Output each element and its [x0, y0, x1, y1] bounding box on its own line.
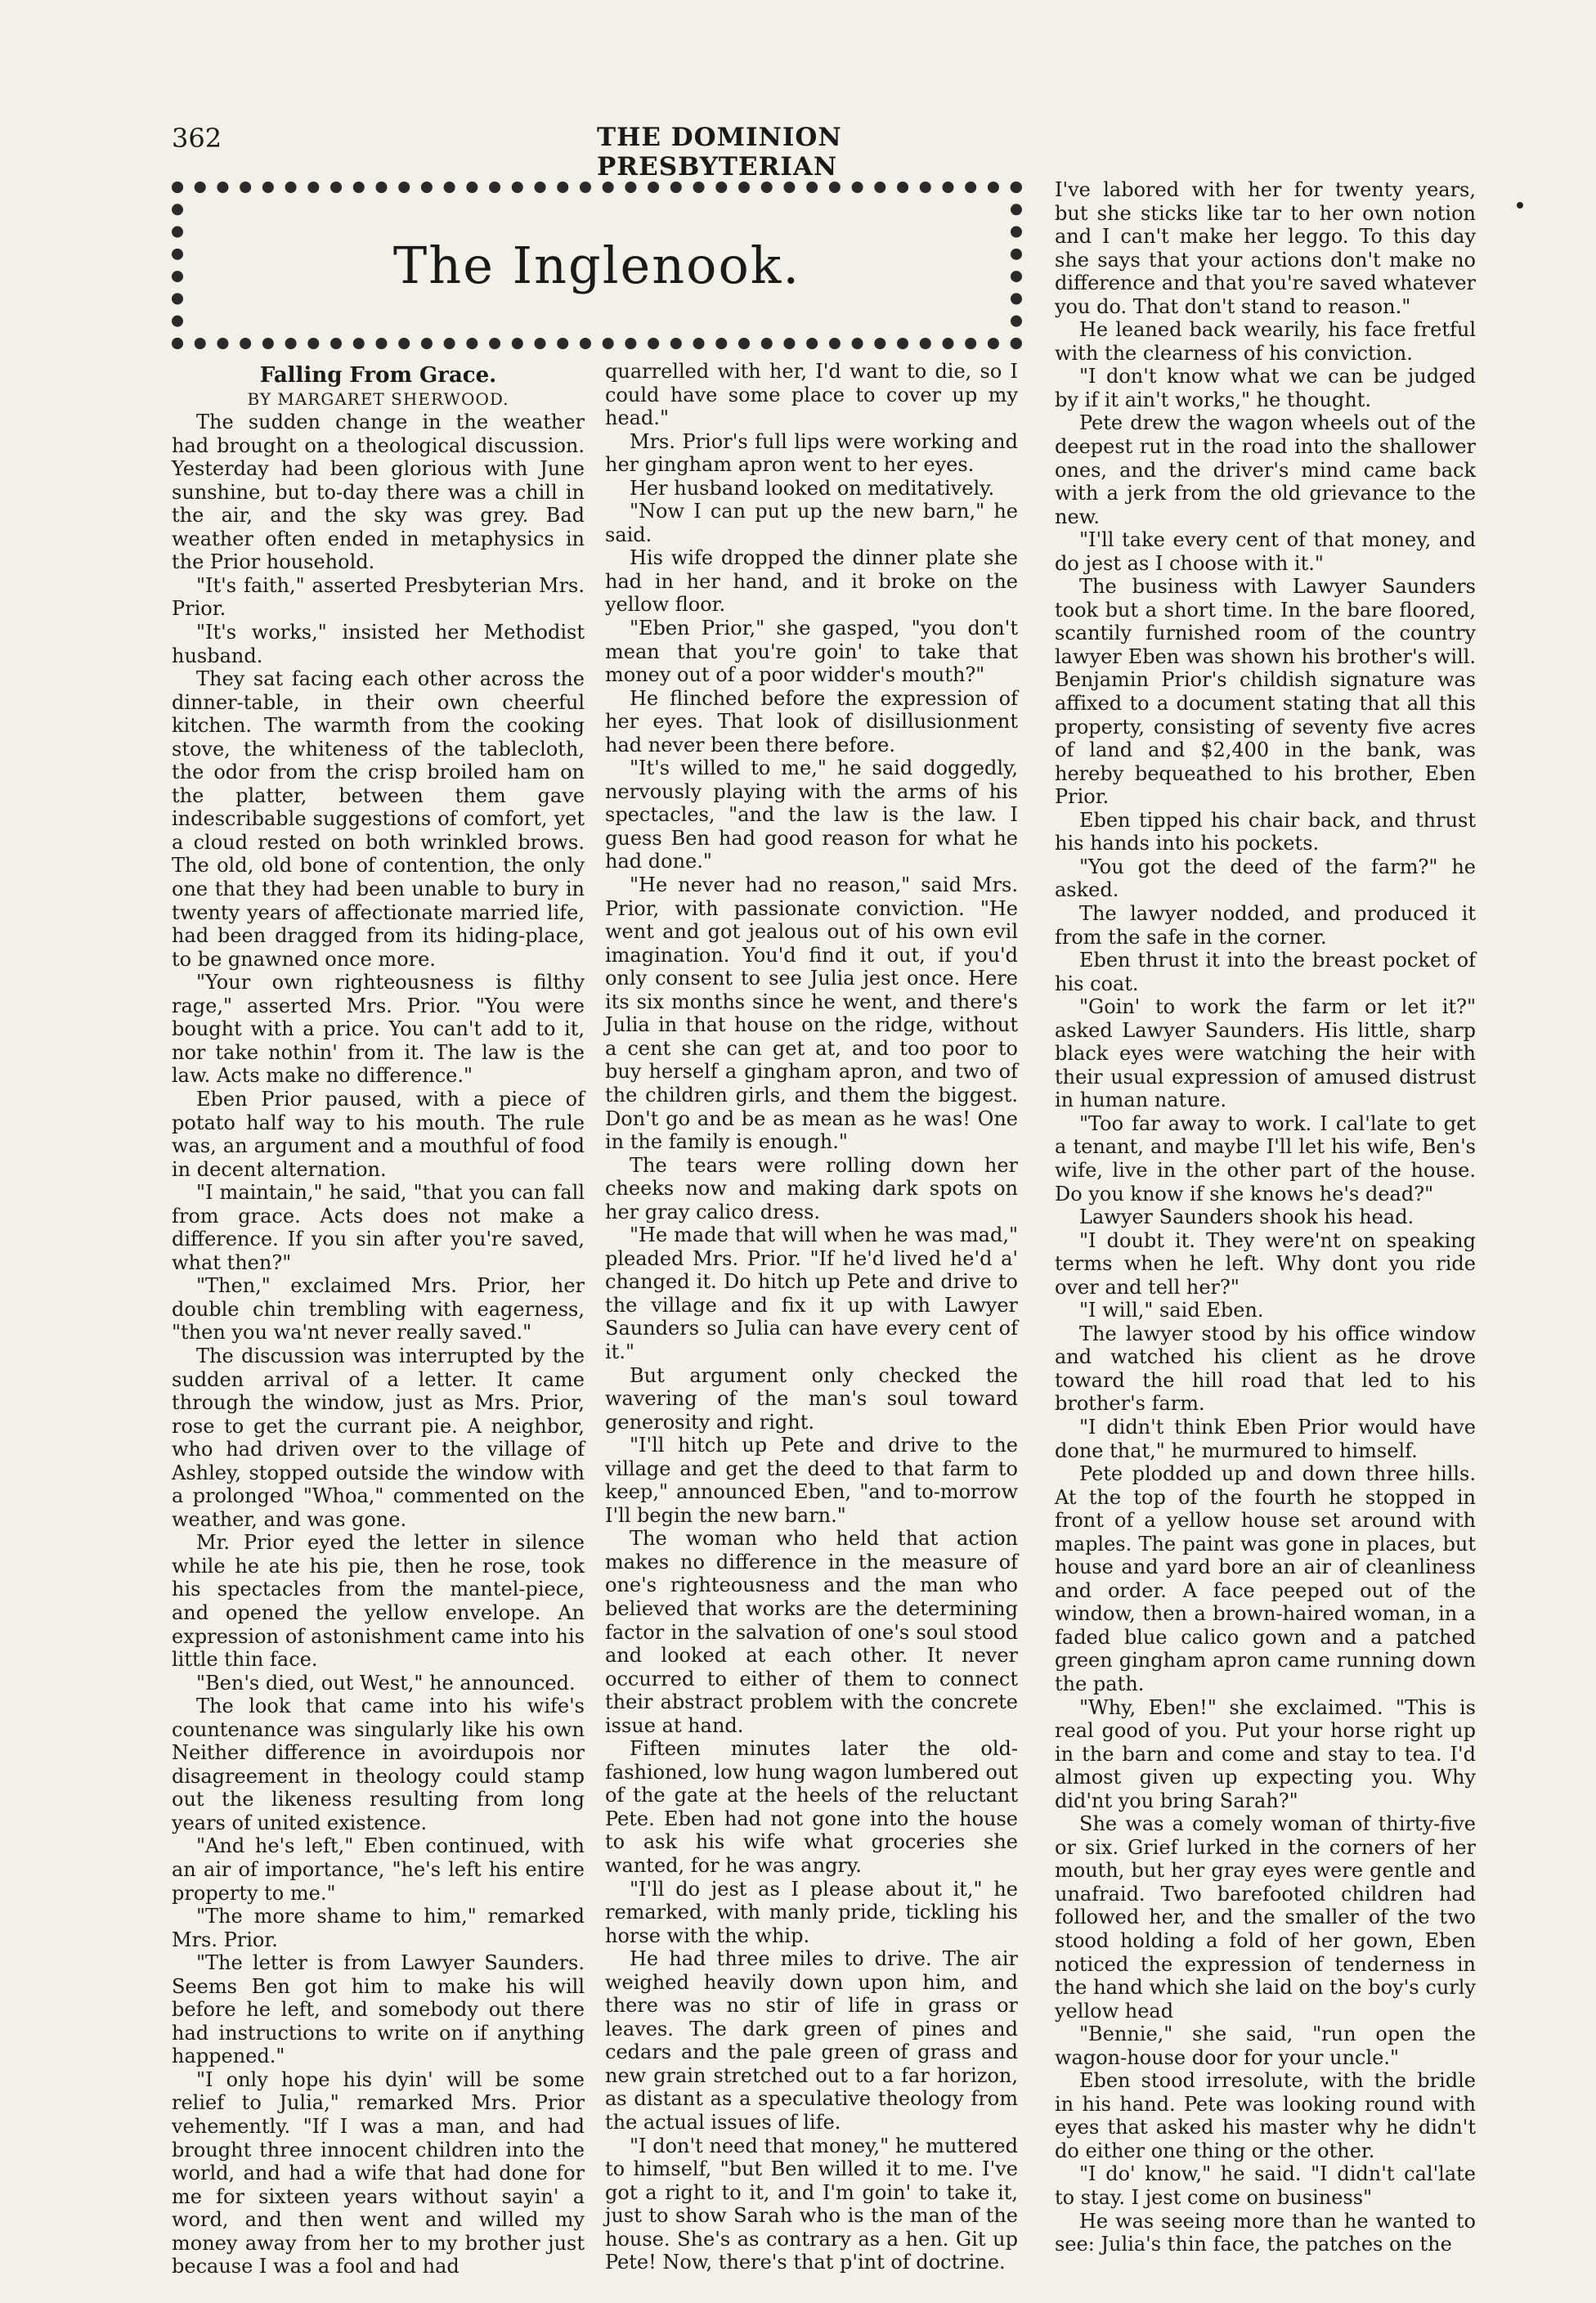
paragraph: Eben tipped his chair back, and thrust his hands into his pockets.	[1055, 808, 1476, 855]
paragraph: Eben Prior paused, with a piece of potato half way to his mouth. The rule was, an argument and a mouthful of food in decent alternation.	[172, 1087, 585, 1181]
paragraph: "I only hope his dyin' will be some relief to Julia," remarked Mrs. Prior vehemently. "If I was a man, and had brought three innocent children into the world, and had a wife that had done for me for sixteen years without sayin' a word, and then went and willed my money away from her to my brother just because I was a fool and had	[172, 2067, 585, 2278]
margin-mark	[1517, 202, 1523, 209]
paragraph: "Goin' to work the farm or let it?" asked Lawyer Saunders. His little, sharp black eyes were watching the heir with their usual expression of amused distrust in human nature.	[1055, 995, 1476, 1112]
paragraph: He flinched before the expression of her eyes. That look of disillusionment had never been there before.	[605, 686, 1018, 756]
paragraph: Fifteen minutes later the old-fashioned, low hung wagon lumbered out of the gate at the heels of the reluctant Pete. Eben had not gone into the house to ask his wife what groceries she wanted, for he was angry.	[605, 1737, 1018, 1877]
paragraph: "Now I can put up the new barn," he said.	[605, 500, 1018, 546]
text-column-1	[172, 364, 585, 2278]
paragraph: "Eben Prior," she gasped, "you don't mean that you're goin' to take that money out of a poor widder's mouth?"	[605, 617, 1018, 687]
paragraph: "It's willed to me," he said doggedly, nervously playing with the arms of his spectacles, "and the law is the law. I guess Ben had good reason for what he had done."	[605, 756, 1018, 873]
paragraph: The lawyer nodded, and produced it from the safe in the corner.	[1055, 901, 1476, 949]
paragraph: The lawyer stood by his office window and watched his client as he drove toward the hill road that led to his brother's farm.	[1055, 1322, 1476, 1416]
story-title: Falling From Grace.	[259, 363, 497, 388]
paragraph: Eben thrust it into the breast pocket of his coat.	[1055, 949, 1476, 995]
page-number: 362	[172, 123, 222, 154]
paragraph: Pete plodded up and down three hills. At the top of the fourth he stopped in front of a yellow house set around with maples. The paint was gone in places, but house and yard bore an air of cleanliness and order. A face peeped out of the window, then a brown-haired woman, in a faded blue calico gown and a patched green gingham apron came running down the path.	[1055, 1462, 1476, 1695]
paragraph: "The letter is from Lawyer Saunders. Seems Ben got him to make his will before he left, and somebody out there had instructions to write on if anything happened."	[172, 1951, 585, 2068]
paragraph: His wife dropped the dinner plate she had in her hand, and it broke on the yellow floor.	[605, 546, 1018, 617]
paragraph: "Your own righteousness is filthy rage," asserted Mrs. Prior. "You were bought with a price. You can't add to it, nor take nothin' from it. The law is the law. Acts make no difference."	[172, 971, 585, 1088]
paragraph: The sudden change in the weather had brought on a theological discussion. Yesterday had been glorious with June sunshine, but to-day there was a chill in the air, and the sky was grey. Bad weather often ended in metaphysics in the Prior household.	[172, 411, 585, 574]
paragraph: "I doubt it. They were'nt on speaking terms when he left. Why dont you ride over and tell her?"	[1055, 1228, 1476, 1299]
paragraph: "The more shame to him," remarked Mrs. Prior.	[172, 1905, 585, 1951]
paragraph: He had three miles to drive. The air weighed heavily down upon him, and there was no stir of life in grass or leaves. The dark green of pines and cedars and the pale green of grass and new grain stretched out to a far horizon, as distant as a speculative theology from the actual issues of life.	[605, 1947, 1018, 2135]
paragraph: "He made that will when he was mad," pleaded Mrs. Prior. "If he'd lived he'd a' changed it. Do hitch up Pete and drive to the village and fix it up with Lawyer Saunders so Julia can have every cent of it."	[605, 1223, 1018, 1363]
paragraph: "I maintain," he said, "that you can fall from grace. Acts does not make a difference. If you sin after you're saved, what then?"	[172, 1181, 585, 1274]
paragraph: "It's faith," asserted Presbyterian Mrs. Prior.	[172, 573, 585, 621]
paragraph: She was a comely woman of thirty-five or six. Grief lurked in the corners of her mouth, but her gray eyes were gentle and unafraid. Two barefooted children had followed her, and the smaller of the two stood holding a fold of her gown, Eben noticed the expression of tenderness in the hand which she laid on the boy's curly yellow head	[1055, 1812, 1476, 2022]
paragraph: But argument only checked the wavering of the man's soul toward generosity and right.	[605, 1363, 1018, 1434]
paragraph: "I'll hitch up Pete and drive to the village and get the deed to that farm to keep," announced Eben, "and to-morrow I'll begin the new barn."	[605, 1434, 1018, 1527]
text-column-3	[1055, 178, 1476, 2256]
paragraph: "I will," said Eben.	[1079, 1299, 1264, 1322]
paragraph: "And he's left," Eben continued, with an air of importance, "he's left his entire property to me."	[172, 1834, 585, 1905]
section-title: The Inglenook.	[392, 236, 801, 295]
paragraph: "I don't know what we can be judged by if it ain't works," he thought.	[1055, 365, 1476, 411]
paragraph: "I didn't think Eben Prior would have done that," he murmured to himself.	[1055, 1415, 1476, 1462]
paragraph: "It's works," insisted her Methodist husband.	[172, 621, 585, 667]
page-header	[172, 123, 989, 182]
story-byline: BY MARGARET SHERWOOD.	[247, 388, 509, 409]
paragraph: "He never had no reason," said Mrs. Prior, with passionate conviction. "He went and got jealous out of his own evil imagination. You'd find it out, if you'd only consent to see Julia jest once. Here its six months since he went, and there's Julia in that house on the ridge, without a cent she can get at, and too poor to buy herself a gingham apron, and two of the children girls, and them the biggest. Don't go and be as mean as he was! One in the family is enough."	[605, 873, 1018, 1154]
paragraph: "Why, Eben!" she exclaimed. "This is real good of you. Put your horse right up in the barn and come and stay to tea. I'd almost given up expecting you. Why did'nt you bring Sarah?"	[1055, 1695, 1476, 1812]
paragraph: Pete drew the wagon wheels out of the deepest rut in the road into the shallower ones, and the driver's mind came back with a jerk from the old grievance to the new.	[1055, 411, 1476, 528]
paragraph: He was seeing more than he wanted to see: Julia's thin face, the patches on the	[1055, 2209, 1476, 2256]
paragraph: The discussion was interrupted by the sudden arrival of a letter. It came through the window, just as Mrs. Prior, rose to get the currant pie. A neighbor, who had driven over to the village of Ashley, stopped outside the window with a prolonged "Whoa," commented on the weather, and was gone.	[172, 1344, 585, 1531]
paragraph: He leaned back wearily, his face fretful with the clearness of his conviction.	[1055, 318, 1476, 365]
paragraph: They sat facing each other across the dinner-table, in their own cheerful kitchen. The warmth from the cooking stove, the whiteness of the tablecloth, the odor from the crisp broiled ham on the platter, between them gave indescribable suggestions of comfort, yet a cloud rested on both wrinkled brows. The old, old bone of contention, the only one that they had been unable to bury in twenty years of affectionate married life, had been dragged from its hiding-place, to be gnawned once more.	[172, 667, 585, 971]
text-column-2	[605, 360, 1018, 2274]
paragraph: The woman who held that action makes no difference in the measure of one's righteousness and the man who believed that works are the determining factor in the salvation of one's soul stood and looked at each other. It never occurred to either of them to connect their abstract problem with the concrete issue at hand.	[605, 1527, 1018, 1737]
paragraph: The tears were rolling down her cheeks now and making dark spots on her gray calico dress.	[605, 1153, 1018, 1223]
paragraph: "I'll do jest as I please about it," he remarked, with manly pride, tickling his horse with the whip.	[605, 1877, 1018, 1947]
paragraph: The business with Lawyer Saunders took but a short time. In the bare floored, scantily furnished room of the country lawyer Eben was shown his brother's will. Benjamin Prior's childish signature was affixed to a document stating that all this property, consisting of seventy five acres of land and $2,400 in the bank, was hereby bequeathed to his brother, Eben Prior.	[1055, 575, 1476, 809]
paragraph: Mr. Prior eyed the letter in silence while he ate his pie, then he rose, took his spectacles from the mantel-piece, and opened the yellow envelope. An expression of astonishment came into his little thin face.	[172, 1531, 585, 1672]
paragraph: Her husband looked on meditatively.	[630, 476, 995, 500]
paragraph: Lawyer Saunders shook his head.	[1079, 1205, 1414, 1229]
paragraph: "I'll take every cent of that money, and do jest as I choose with it."	[1055, 528, 1476, 575]
paragraph: "Then," exclaimed Mrs. Prior, her double chin trembling with eagerness, "then you wa'nt never really saved."	[172, 1274, 585, 1345]
paragraph: "I do' know," he said. "I didn't cal'late to stay. I jest come on business"	[1055, 2162, 1476, 2210]
running-title: THE DOMINION PRESBYTERIAN	[597, 123, 842, 182]
paragraph: "Too far away to work. I cal'late to get a tenant, and maybe I'll let his wife, Ben's wife, live in the other part of the house. Do you know if she knows he's dead?"	[1055, 1111, 1476, 1205]
paragraph: "Ben's died, out West," he announced.	[196, 1671, 576, 1695]
paragraph: quarrelled with her, I'd want to die, so I could have some place to cover up my head."	[605, 360, 1018, 430]
paragraph: Eben stood irresolute, with the bridle in his hand. Pete was looking round with eyes that asked his master why he didn't do either one thing or the other.	[1055, 2069, 1476, 2162]
paragraph: The look that came into his wife's countenance was singularly like his own Neither difference in avoirdupois nor disagreement in theology could stamp out the likeness resulting from long years of united existence.	[172, 1695, 585, 1834]
paragraph: "Bennie," she said, "run open the wagon-house door for your uncle."	[1055, 2022, 1476, 2069]
paragraph: I've labored with her for twenty years, but she sticks like tar to her own notion and I can't make her leggo. To this day she says that your actions don't make no difference and that you're saved whatever you do. That don't stand to reason."	[1055, 178, 1476, 318]
section-banner	[172, 182, 1022, 349]
paragraph: Mrs. Prior's full lips were working and her gingham apron went to her eyes.	[605, 429, 1018, 477]
paragraph: "You got the deed of the farm?" he asked.	[1055, 855, 1476, 902]
paragraph: "I don't need that money," he muttered to himself, "but Ben willed it to me. I've got a right to it, and I'm goin' to take it, just to show Sarah who is the man of the house. She's as contrary as a hen. Git up Pete! Now, there's that p'int of doctrine.	[605, 2134, 1018, 2274]
